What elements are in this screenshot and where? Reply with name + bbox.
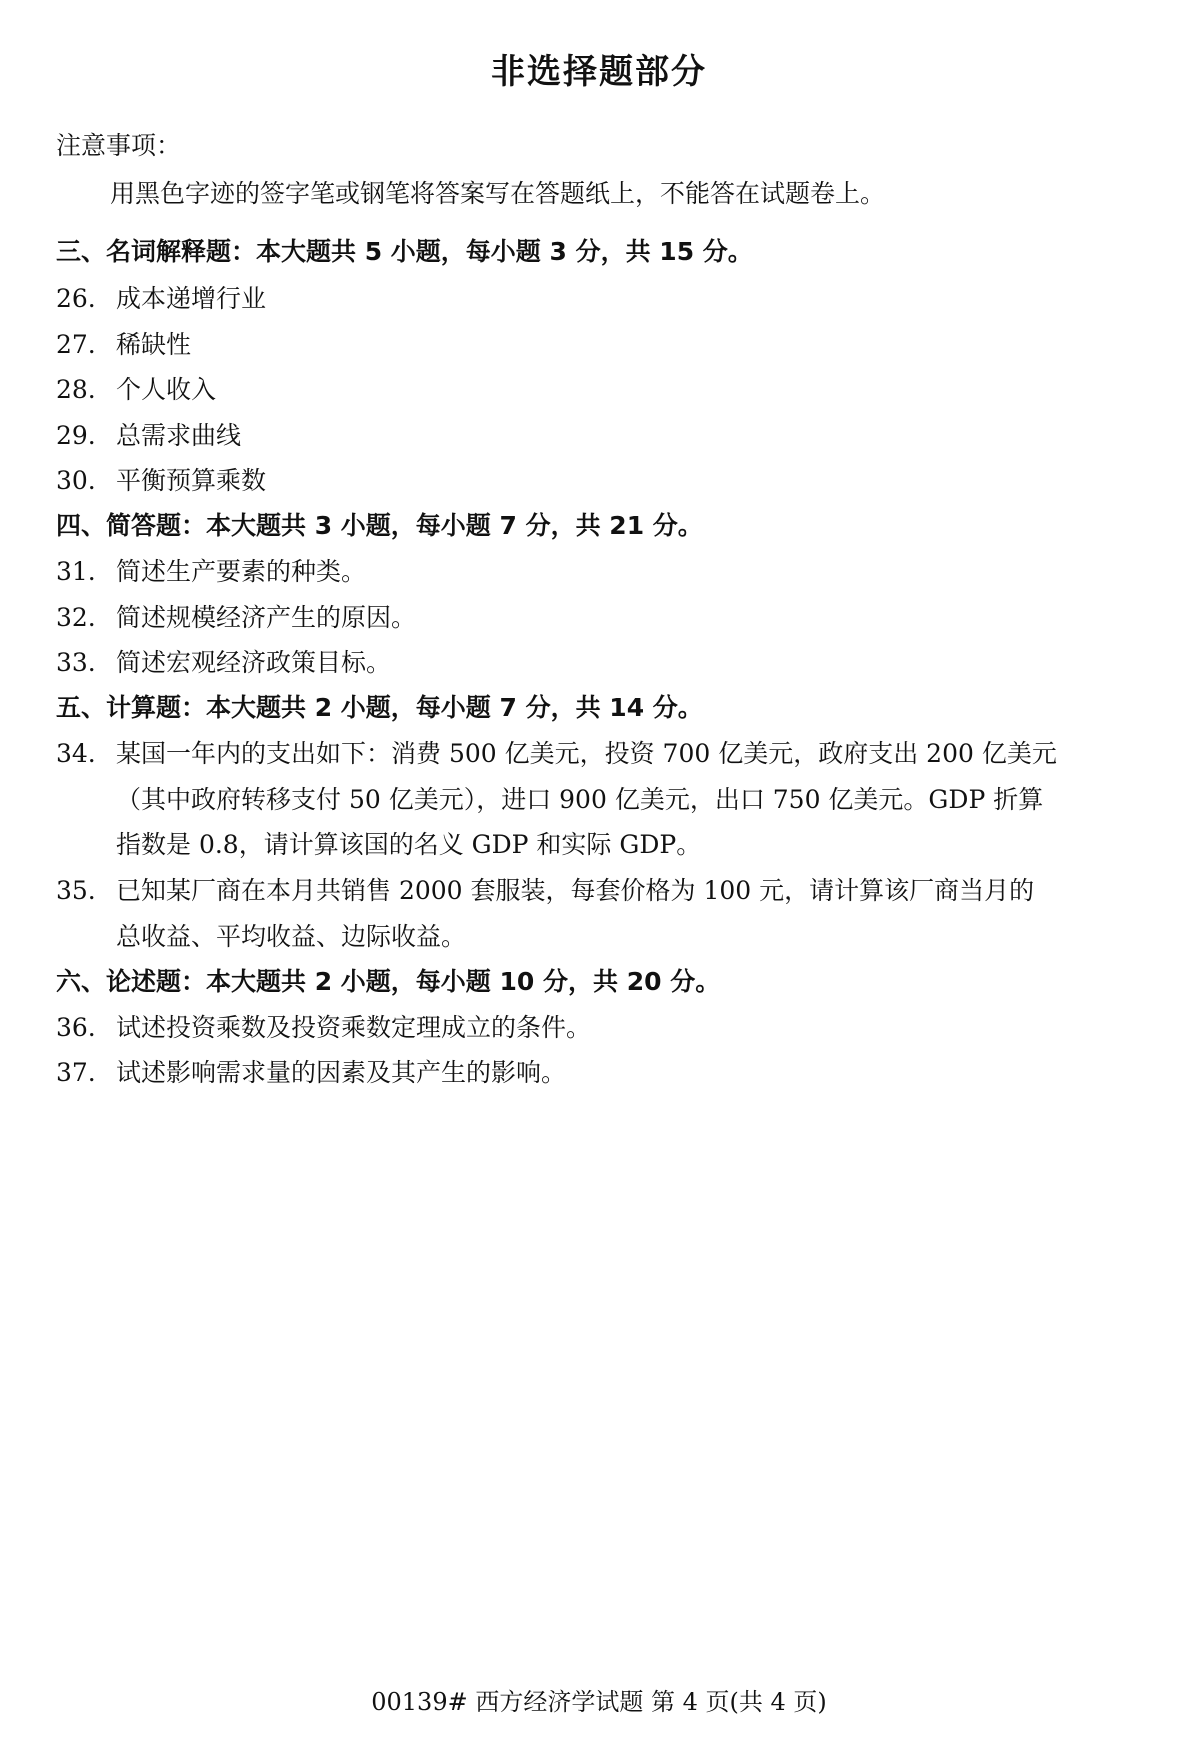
question-27 (56, 325, 1142, 361)
question-text: 成本递增行业 (116, 284, 267, 313)
question-text: 简述规模经济产生的原因。 (116, 603, 417, 632)
question-34-line-3: 指数是 0.8，请计算该国的名义 GDP 和实际 GDP。 (116, 830, 702, 859)
question-number: 32. (56, 603, 96, 632)
section-5-heading: 五、计算题：本大题共 2 小题，每小题 7 分，共 14 分。 (56, 693, 703, 722)
question-number: 28. (56, 375, 96, 404)
question-number: 33. (56, 648, 96, 677)
question-36 (56, 1008, 1142, 1044)
question-number: 35. (56, 876, 96, 905)
question-32 (56, 598, 1142, 634)
question-text: 总需求曲线 (116, 421, 242, 450)
question-35 (56, 871, 1142, 907)
question-number: 27. (56, 330, 96, 359)
question-number: 26. (56, 284, 96, 313)
question-35-line-2: 总收益、平均收益、边际收益。 (116, 922, 467, 951)
question-text: 个人收入 (116, 375, 217, 404)
section-6-heading: 六、论述题：本大题共 2 小题，每小题 10 分，共 20 分。 (56, 967, 721, 996)
section-4-heading: 四、简答题：本大题共 3 小题，每小题 7 分，共 21 分。 (56, 511, 703, 540)
question-30 (56, 461, 1142, 497)
question-text: 简述宏观经济政策目标。 (116, 648, 392, 677)
page-title: 非选择题部分 (491, 52, 707, 92)
question-text: 平衡预算乘数 (116, 466, 267, 495)
question-29 (56, 416, 1142, 452)
question-text: 试述投资乘数及投资乘数定理成立的条件。 (116, 1013, 592, 1042)
question-34-line-2: （其中政府转移支付 50 亿美元），进口 900 亿美元，出口 750 亿美元。GDP 折算 (116, 785, 1044, 814)
question-number: 34. (56, 739, 96, 768)
question-number: 30. (56, 466, 96, 495)
question-number: 36. (56, 1013, 96, 1042)
question-number: 37. (56, 1058, 96, 1087)
section-3-heading: 三、名词解释题：本大题共 5 小题，每小题 3 分，共 15 分。 (56, 237, 753, 266)
question-text: 稀缺性 (116, 330, 192, 359)
question-text: 简述生产要素的种类。 (116, 557, 367, 586)
question-text-line-1: 某国一年内的支出如下：消费 500 亿美元，投资 700 亿美元，政府支出 200 亿美元 (116, 739, 1057, 768)
question-28 (56, 370, 1142, 406)
question-33 (56, 643, 1142, 679)
question-text-line-1: 已知某厂商在本月共销售 2000 套服装，每套价格为 100 元，请计算该厂商当月的 (116, 876, 1035, 905)
question-number: 29. (56, 421, 96, 450)
question-31 (56, 552, 1142, 588)
question-37 (56, 1053, 1142, 1089)
notice-text: 用黑色字迹的签字笔或钢笔将答案写在答题纸上，不能答在试题卷上。 (110, 179, 886, 208)
question-34 (56, 734, 1142, 770)
page-footer: 00139# 西方经济学试题 第 4 页(共 4 页) (371, 1688, 827, 1716)
notice-heading: 注意事项： (56, 131, 182, 160)
question-26 (56, 279, 1142, 315)
question-text: 试述影响需求量的因素及其产生的影响。 (116, 1058, 567, 1087)
question-number: 31. (56, 557, 96, 586)
